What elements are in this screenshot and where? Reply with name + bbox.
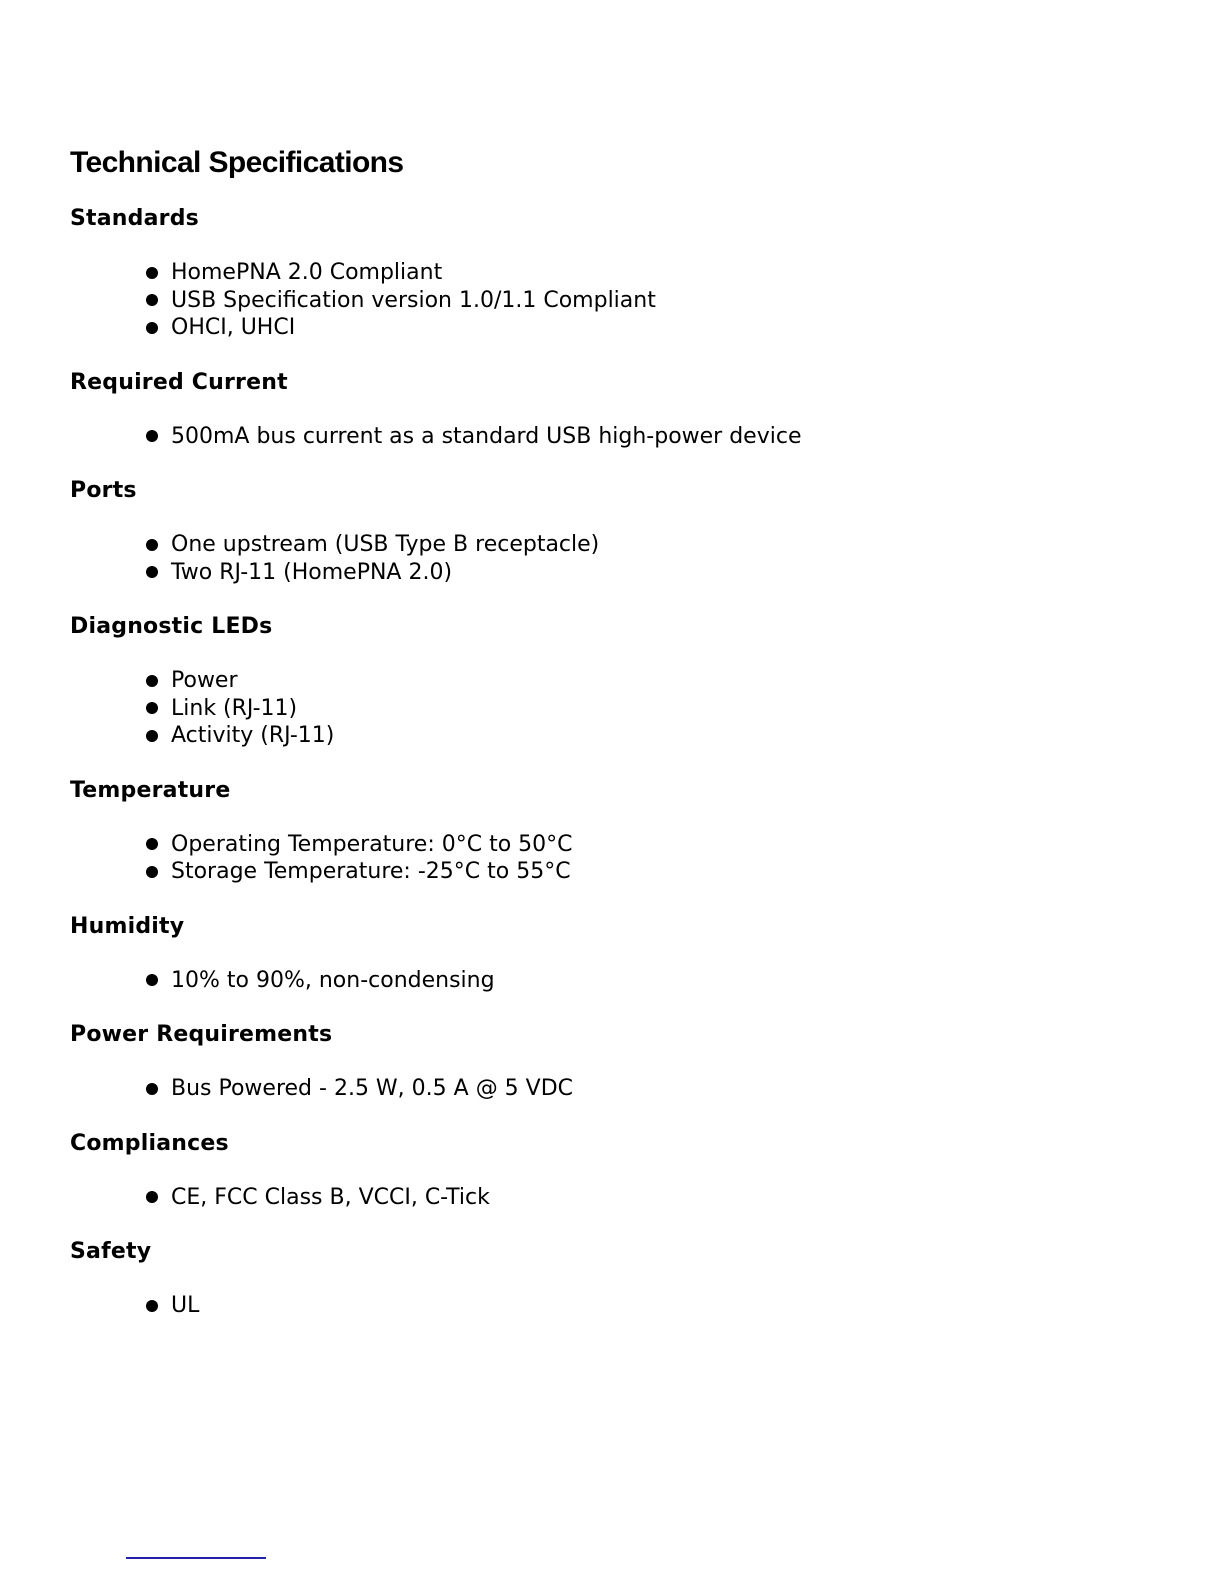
list-item-text: Operating Temperature: 0°C to 50°C (171, 831, 573, 857)
list-item-text: Activity (RJ-11) (171, 723, 335, 748)
bullet-icon (146, 539, 158, 551)
bullet-icon (146, 730, 158, 742)
list-item-text: Link (RJ-11) (171, 695, 298, 721)
section-safety (70, 1237, 1170, 1320)
list-item-text: HomePNA 2.0 Compliant (171, 260, 443, 285)
section-heading: Diagnostic LEDs (70, 614, 273, 639)
list-item-text: 500mA bus current as a standard USB high-power device (171, 423, 802, 449)
section-compliances (70, 1129, 1170, 1212)
list-item (146, 1184, 1170, 1212)
bullet-icon (146, 267, 158, 279)
list-item-text: OHCI, UHCI (171, 315, 296, 340)
section-heading: Safety (70, 1239, 152, 1264)
bullet-list (70, 531, 1170, 586)
section-heading: Standards (70, 206, 199, 231)
bullet-icon (146, 974, 158, 986)
list-item (146, 287, 1170, 315)
list-item (146, 858, 1170, 886)
section-required-current (70, 368, 1170, 451)
bullet-list (70, 831, 1170, 886)
list-item (146, 259, 1170, 287)
bullet-icon (146, 838, 158, 850)
bullet-list (70, 667, 1170, 750)
list-item (146, 1075, 1170, 1103)
bullet-icon (146, 322, 158, 334)
list-item-text: Storage Temperature: -25°C to 55°C (171, 859, 571, 884)
list-item-text: Two RJ-11 (HomePNA 2.0) (171, 559, 453, 585)
list-item-text: Bus Powered - 2.5 W, 0.5 A @ 5 VDC (171, 1076, 574, 1101)
section-standards (70, 204, 1170, 342)
list-item-text: 10% to 90%, non-condensing (171, 967, 495, 993)
bullet-icon (146, 566, 158, 578)
list-item (146, 831, 1170, 859)
section-heading: Temperature (70, 777, 231, 803)
list-item (146, 695, 1170, 723)
bullet-icon (146, 866, 158, 878)
section-ports (70, 476, 1170, 586)
bullet-list (70, 1075, 1170, 1103)
bullet-icon (146, 702, 158, 714)
section-heading: Compliances (70, 1130, 229, 1156)
bullet-list (70, 259, 1170, 342)
list-item (146, 423, 1170, 451)
list-item (146, 531, 1170, 559)
section-heading: Power Requirements (70, 1022, 333, 1047)
spec-document (70, 146, 1170, 1320)
list-item-text: USB Specification version 1.0/1.1 Compliant (171, 287, 656, 313)
list-item-text: Power (171, 668, 238, 693)
list-item-text: CE, FCC Class B, VCCI, C-Tick (171, 1184, 490, 1210)
bullet-icon (146, 294, 158, 306)
bullet-list (70, 967, 1170, 995)
bullet-list (70, 1184, 1170, 1212)
bullet-icon (146, 430, 158, 442)
footer-divider (126, 1557, 266, 1559)
list-item (146, 1292, 1170, 1320)
section-power-requirements (70, 1020, 1170, 1103)
section-heading: Humidity (70, 913, 185, 939)
section-heading: Ports (70, 478, 137, 503)
bullet-icon (146, 1191, 158, 1203)
bullet-icon (146, 1300, 158, 1312)
list-item (146, 967, 1170, 995)
bullet-icon (146, 1083, 158, 1095)
bullet-list (70, 423, 1170, 451)
list-item (146, 667, 1170, 695)
section-diagnostic-leds (70, 612, 1170, 750)
list-item (146, 722, 1170, 750)
section-temperature (70, 776, 1170, 886)
bullet-list (70, 1292, 1170, 1320)
section-heading: Required Current (70, 369, 288, 395)
page-title: Technical Specifications (70, 146, 404, 179)
bullet-icon (146, 675, 158, 687)
list-item-text: UL (171, 1293, 200, 1318)
list-item (146, 314, 1170, 342)
list-item-text: One upstream (USB Type B receptacle) (171, 532, 600, 557)
list-item (146, 559, 1170, 587)
section-humidity (70, 912, 1170, 995)
